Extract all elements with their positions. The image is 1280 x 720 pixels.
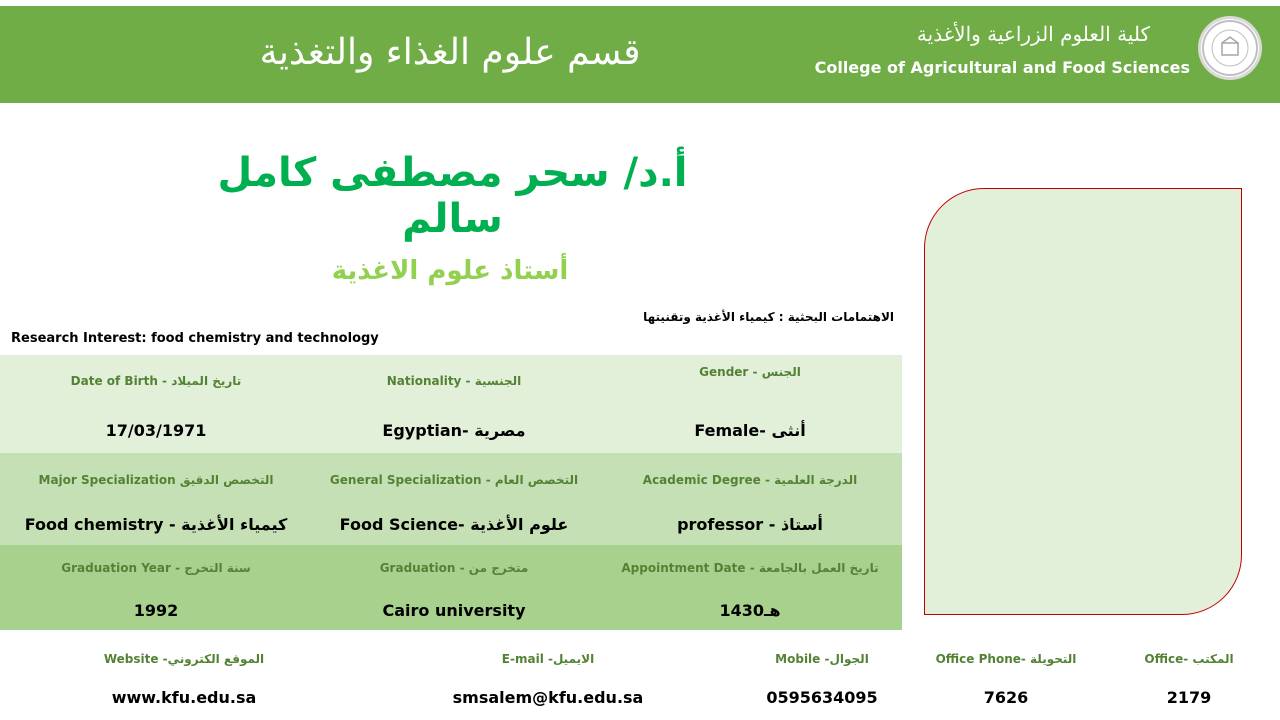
office-phone-value: 7626 xyxy=(983,688,1029,707)
photo-frame xyxy=(924,188,1242,615)
general-specialization-value: Food Science- علوم الأغذية xyxy=(339,515,569,534)
email-label: E-mail -الايميل xyxy=(501,652,595,666)
mobile-value: 0595634095 xyxy=(766,688,878,707)
gender-label: Gender - الجنس xyxy=(699,365,801,379)
mobile-label: Mobile -الجوال xyxy=(775,652,869,666)
email-value[interactable]: smsalem@kfu.edu.sa xyxy=(452,688,644,707)
office-value: 2179 xyxy=(1166,688,1212,707)
nationality-label: Nationality - الجنسية xyxy=(386,374,522,388)
academic-title: أستاذ علوم الاغذية xyxy=(331,256,569,286)
college-name-english: College of Agricultural and Food Sciences xyxy=(814,58,1190,77)
research-interest-english: Research Interest: food chemistry and technology xyxy=(11,331,379,346)
graduation-year-value: 1992 xyxy=(133,601,179,620)
general-specialization-label: General Specialization - التخصص العام xyxy=(329,473,579,487)
professor-name: أ.د/ سحر مصطفى كامل سالم xyxy=(217,150,688,242)
graduation-label: Graduation - متخرج من xyxy=(379,561,529,575)
website-value[interactable]: www.kfu.edu.sa xyxy=(111,688,257,707)
info-row-3 xyxy=(0,545,902,630)
date-of-birth-label: Date of Birth - تاريخ الميلاد xyxy=(70,374,242,388)
major-specialization-value: Food chemistry - كيمياء الأغذية xyxy=(24,515,288,534)
academic-degree-value: professor - أستاذ xyxy=(677,515,823,534)
nationality-value: Egyptian- مصرية xyxy=(382,421,526,440)
office-label: Office- المكتب xyxy=(1144,652,1234,666)
academic-degree-label: Academic Degree - الدرجة العلمية xyxy=(642,473,858,487)
info-row-2 xyxy=(0,453,902,545)
university-logo xyxy=(1198,16,1262,80)
graduation-value: Cairo university xyxy=(382,601,526,620)
appointment-date-value: 1430هـ xyxy=(719,601,781,620)
header-banner xyxy=(0,6,1280,103)
gender-value: Female- أنثى xyxy=(694,421,806,440)
date-of-birth-value: 17/03/1971 xyxy=(105,421,207,440)
college-name-arabic: كلية العلوم الزراعية والأغذية xyxy=(916,22,1150,46)
major-specialization-label: Major Specialization التخصص الدقيق xyxy=(38,473,274,487)
graduation-year-label: Graduation Year - سنة التخرج xyxy=(61,561,251,575)
department-title: قسم علوم الغذاء والتغذية xyxy=(259,32,641,73)
appointment-date-label: Appointment Date - تاريخ العمل بالجامعة xyxy=(621,561,879,575)
website-label: Website -الموقع الكتروني xyxy=(103,652,265,666)
research-interest-arabic: الاهتمامات البحثية : كيمياء الأغذية وتقنيتها xyxy=(643,310,894,324)
office-phone-label: Office Phone- التحويلة xyxy=(935,652,1077,666)
info-row-1 xyxy=(0,355,902,453)
